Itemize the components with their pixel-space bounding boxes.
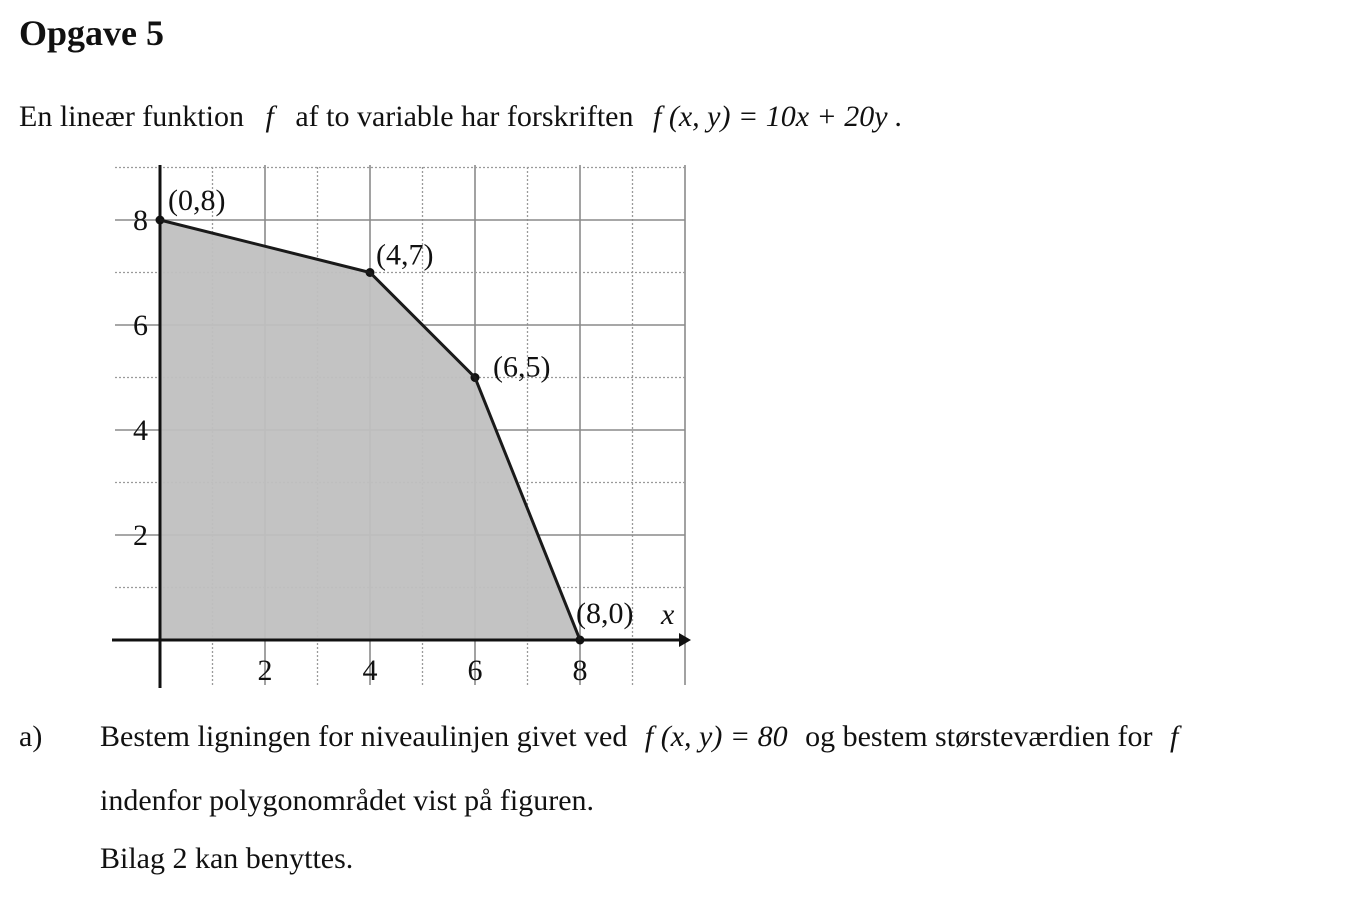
question-a-function-symbol: f — [1170, 720, 1179, 753]
x-axis-label: x — [661, 598, 675, 631]
x-tick-label: 4 — [362, 654, 378, 687]
x-tick-label: 8 — [572, 654, 588, 687]
function-formula: f (x, y) = 10x + 20y . — [653, 100, 903, 133]
question-a-line-3: Bilag 2 kan benyttes. — [100, 842, 354, 875]
intro-paragraph — [19, 100, 903, 134]
intro-text-end: af to variable har forskriften — [295, 100, 634, 133]
vertex-label: (8,0) — [576, 597, 634, 630]
x-tick-label: 6 — [467, 654, 483, 687]
question-a-line-1 — [100, 720, 1178, 754]
intro-text-start: En lineær funktion — [19, 100, 244, 133]
question-a-text-1: Bestem ligningen for niveaulinjen givet ved — [100, 720, 628, 753]
exercise-heading: Opgave 5 — [19, 13, 165, 53]
question-a-text-2: og bestem størsteværdien for — [805, 720, 1153, 753]
vertex-label: (0,8) — [168, 184, 226, 217]
y-tick-label: 2 — [133, 519, 148, 552]
y-tick-label: 8 — [133, 204, 148, 237]
question-a-label: a) — [19, 720, 43, 753]
vertex-label: (4,7) — [376, 238, 434, 272]
y-tick-label: 4 — [133, 414, 148, 447]
question-a-formula: f (x, y) = 80 — [644, 720, 788, 753]
x-tick-label: 2 — [257, 654, 273, 687]
polygon-chart — [100, 165, 720, 695]
vertex-label: (6,5) — [493, 350, 551, 384]
y-tick-label: 6 — [133, 309, 148, 342]
question-a-line-2: indenfor polygonområdet vist på figuren. — [100, 784, 595, 817]
function-symbol: f — [265, 100, 274, 133]
